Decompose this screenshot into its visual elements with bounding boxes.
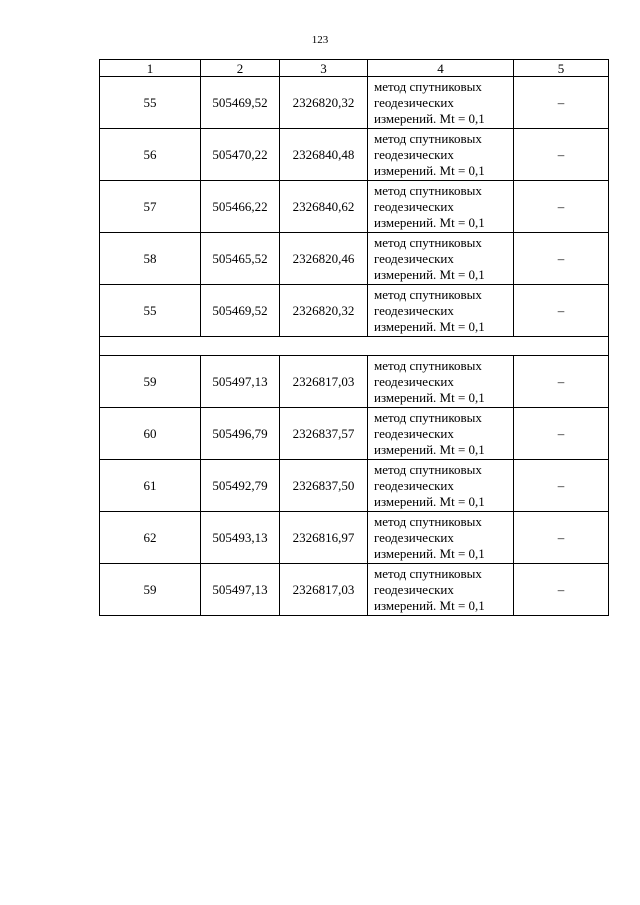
method-cell (368, 512, 514, 564)
method-cell (368, 77, 514, 129)
x-coordinate-cell: 505470,22 (201, 129, 280, 181)
method-text-line: метод спутниковых (374, 78, 482, 94)
y-coordinate-cell: 2326820,32 (280, 285, 368, 337)
note-cell: – (514, 460, 609, 512)
y-coordinate-cell: 2326840,48 (280, 129, 368, 181)
note-cell: – (514, 129, 609, 181)
note-cell: – (514, 233, 609, 285)
method-text-line: измерений. Mt = 0,1 (374, 162, 485, 178)
table-row (100, 129, 609, 181)
column-header-1: 1 (100, 60, 201, 77)
page-number: 123 (311, 34, 329, 46)
method-text-line: измерений. Mt = 0,1 (374, 597, 485, 613)
method-text-line: метод спутниковых (374, 130, 482, 146)
column-header-2: 2 (201, 60, 280, 77)
note-cell: – (514, 408, 609, 460)
note-cell: – (514, 512, 609, 564)
x-coordinate-cell: 505466,22 (201, 181, 280, 233)
method-text-line: измерений. Mt = 0,1 (374, 441, 485, 457)
point-number-cell: 60 (100, 408, 201, 460)
point-number-cell: 59 (100, 564, 201, 616)
method-text-line: метод спутниковых (374, 409, 482, 425)
method-text-line: измерений. Mt = 0,1 (374, 493, 485, 509)
method-cell (368, 564, 514, 616)
method-text-line: измерений. Mt = 0,1 (374, 545, 485, 561)
note-cell: – (514, 285, 609, 337)
table-header-row (100, 60, 609, 77)
coordinates-table (99, 59, 609, 616)
method-cell (368, 129, 514, 181)
method-text-line: метод спутниковых (374, 461, 482, 477)
method-text-line: геодезических (374, 581, 454, 597)
column-header-4: 4 (368, 60, 514, 77)
method-cell (368, 233, 514, 285)
method-cell (368, 460, 514, 512)
method-cell (368, 181, 514, 233)
table-row (100, 181, 609, 233)
y-coordinate-cell: 2326837,50 (280, 460, 368, 512)
note-cell: – (514, 356, 609, 408)
method-text-line: метод спутниковых (374, 513, 482, 529)
point-number-cell: 55 (100, 77, 201, 129)
x-coordinate-cell: 505496,79 (201, 408, 280, 460)
method-text-line: измерений. Mt = 0,1 (374, 110, 485, 126)
y-coordinate-cell: 2326820,46 (280, 233, 368, 285)
x-coordinate-cell: 505465,52 (201, 233, 280, 285)
point-number-cell: 57 (100, 181, 201, 233)
y-coordinate-cell: 2326817,03 (280, 356, 368, 408)
method-text-line: геодезических (374, 198, 454, 214)
method-text-line: метод спутниковых (374, 357, 482, 373)
note-cell: – (514, 564, 609, 616)
x-coordinate-cell: 505469,52 (201, 77, 280, 129)
method-text-line: геодезических (374, 250, 454, 266)
note-cell: – (514, 181, 609, 233)
y-coordinate-cell: 2326816,97 (280, 512, 368, 564)
point-number-cell: 61 (100, 460, 201, 512)
x-coordinate-cell: 505497,13 (201, 356, 280, 408)
method-text-line: измерений. Mt = 0,1 (374, 389, 485, 405)
method-text-line: геодезических (374, 477, 454, 493)
method-text-line: метод спутниковых (374, 182, 482, 198)
method-cell (368, 356, 514, 408)
method-text-line: геодезических (374, 529, 454, 545)
table-row (100, 408, 609, 460)
method-text-line: метод спутниковых (374, 286, 482, 302)
y-coordinate-cell: 2326837,57 (280, 408, 368, 460)
x-coordinate-cell: 505469,52 (201, 285, 280, 337)
method-cell (368, 408, 514, 460)
point-number-cell: 58 (100, 233, 201, 285)
y-coordinate-cell: 2326840,62 (280, 181, 368, 233)
point-number-cell: 59 (100, 356, 201, 408)
x-coordinate-cell: 505493,13 (201, 512, 280, 564)
y-coordinate-cell: 2326820,32 (280, 77, 368, 129)
point-number-cell: 56 (100, 129, 201, 181)
method-cell (368, 285, 514, 337)
method-text-line: измерений. Mt = 0,1 (374, 214, 485, 230)
method-text-line: геодезических (374, 94, 454, 110)
method-text-line: геодезических (374, 146, 454, 162)
table-row (100, 233, 609, 285)
column-header-3: 3 (280, 60, 368, 77)
x-coordinate-cell: 505492,79 (201, 460, 280, 512)
point-number-cell: 62 (100, 512, 201, 564)
table-body (100, 60, 609, 616)
method-text-line: измерений. Mt = 0,1 (374, 266, 485, 282)
table-row (100, 356, 609, 408)
method-text-line: измерений. Mt = 0,1 (374, 318, 485, 334)
note-cell: – (514, 77, 609, 129)
table-row (100, 285, 609, 337)
method-text-line: геодезических (374, 425, 454, 441)
table-row (100, 512, 609, 564)
x-coordinate-cell: 505497,13 (201, 564, 280, 616)
y-coordinate-cell: 2326817,03 (280, 564, 368, 616)
method-text-line: метод спутниковых (374, 565, 482, 581)
table-row (100, 77, 609, 129)
table-row (100, 460, 609, 512)
point-number-cell: 55 (100, 285, 201, 337)
separator-cell (100, 337, 609, 356)
column-header-5: 5 (514, 60, 609, 77)
method-text-line: геодезических (374, 302, 454, 318)
table-row (100, 564, 609, 616)
table-separator-row (100, 337, 609, 356)
method-text-line: метод спутниковых (374, 234, 482, 250)
method-text-line: геодезических (374, 373, 454, 389)
